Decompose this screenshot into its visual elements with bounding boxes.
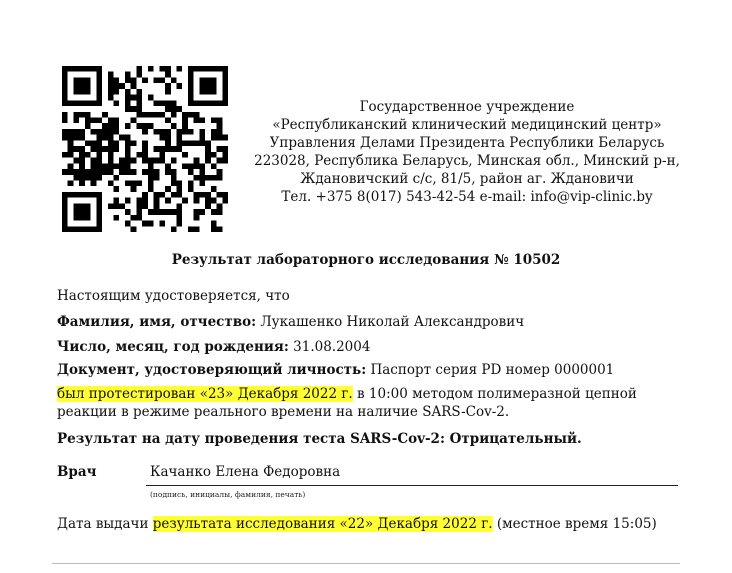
fio-row: [57, 314, 524, 330]
tested-date-highlight: был протестирован «23» Декабря 2022 г.: [57, 386, 353, 402]
qr-code: [62, 66, 228, 232]
org-line: Государственное учреждение: [359, 99, 575, 115]
organization-header: [252, 98, 682, 206]
issue-date-row: [57, 516, 657, 532]
id-document-value: Паспорт серия PD номер 0000001: [370, 362, 615, 378]
org-line: «Республиканский клинический медицинский центр»: [272, 117, 662, 133]
id-document-label: Документ, удостоверяющий личность:: [57, 362, 367, 378]
dob-row: [57, 339, 370, 355]
tested-line-1: [57, 386, 637, 402]
test-result: Результат на дату проведения теста SARS-Cov-2: Отрицательный.: [57, 431, 582, 447]
fio-label: Фамилия, имя, отчество:: [57, 314, 257, 330]
tested-line-2: реакции в режиме реального времени на наличие SARS-Cov-2.: [57, 404, 510, 420]
issue-suffix: (местное время 15:05): [492, 516, 657, 532]
id-document-row: [57, 362, 614, 378]
org-line: Тел. +375 8(017) 543-42-54 e-mail: info@vip-clinic.by: [281, 189, 653, 205]
dob-label: Число, месяц, год рождения:: [57, 339, 289, 355]
bottom-divider: [52, 563, 680, 564]
doctor-label: Врач: [57, 464, 97, 480]
document-title: Результат лабораторного исследования № 10502: [171, 252, 561, 268]
org-line: Ждановичский с/с, 81/5, район аг. Ждановичи: [300, 171, 634, 187]
issue-prefix: Дата выдачи: [57, 516, 153, 532]
doctor-name: Качанко Елена Федоровна: [150, 464, 341, 480]
intro-text: Настоящим удостоверяется, что: [57, 288, 290, 304]
org-line: Управления Делами Президента Республики Беларусь: [269, 135, 665, 151]
signature-line: [146, 485, 678, 486]
dob-value: 31.08.2004: [293, 339, 371, 355]
fio-value: Лукашенко Николай Александрович: [260, 314, 525, 330]
issue-date-highlight: результата исследования «22» Декабря 2022 г.: [152, 516, 493, 532]
org-line: 223028, Республика Беларусь, Минская обл., Минский р-н,: [254, 153, 680, 169]
signature-caption: (подпись, инициалы, фамилия, печать): [150, 490, 306, 499]
tested-rest: в 10:00 методом полимеразной цепной: [352, 386, 637, 402]
